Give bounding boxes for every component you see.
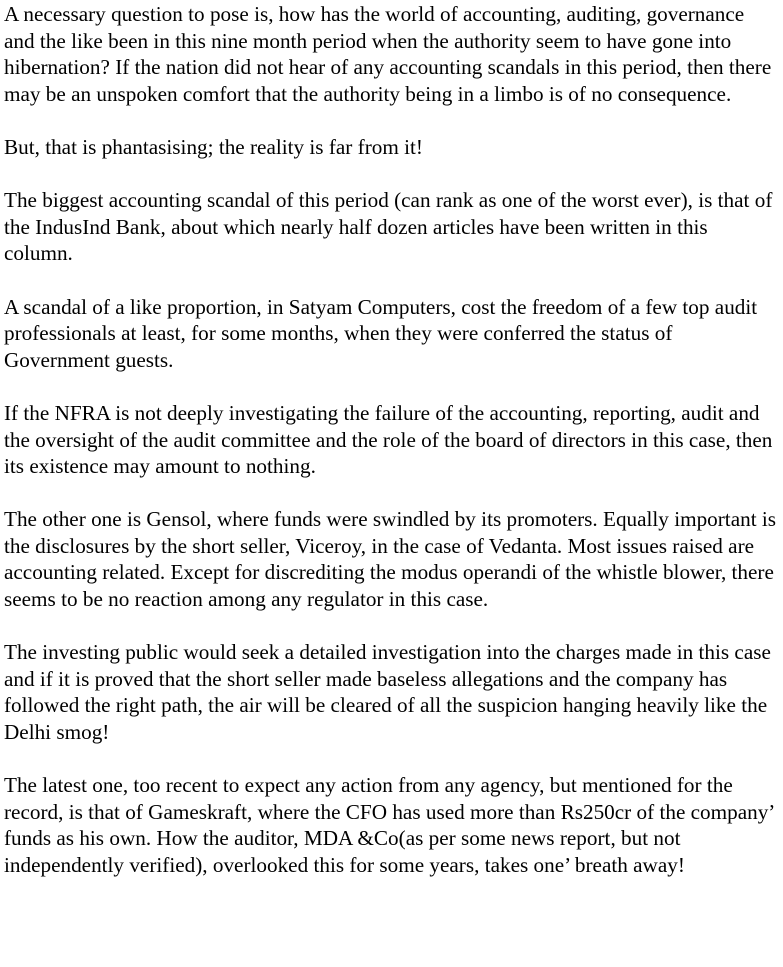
paragraph-nfra: If the NFRA is not deeply investigating the failure of the accounting, reporting, audit and the oversight of the audit committee and the role of the board of directors in this case, then its existence may amount to nothing. <box>4 400 773 479</box>
paragraph-reality: But, that is phantasising; the reality is far from it! <box>4 134 423 159</box>
paragraph-indusind: The biggest accounting scandal of this period (can rank as one of the worst ever), is that of the IndusInd Bank, about which nearly half dozen articles have been written in this column. <box>4 188 773 266</box>
paragraph-intro-question: A necessary question to pose is, how has the world of accounting, auditing, governance and the like been in this nine month period when the authority seem to have gone into hibernation? If the nation did not hear of any accounting scandals in this period, then there may be an unspoken comfort that the authority being in a limbo is of no consequence. <box>4 2 772 106</box>
paragraph-satyam: A scandal of a like proportion, in Satyam Computers, cost the freedom of a few top audit professionals at least, for some months, when they were conferred the status of Government guests. <box>4 294 758 372</box>
paragraph-gensol-vedanta: The other one is Gensol, where funds were swindled by its promoters. Equally important is the disclosures by the short seller, Viceroy, in the case of Vedanta. Most issues raised are accounting related. Except for discrediting the modus operandi of the whistle blower, there seems to be no reaction among any regulator in this case. <box>4 507 777 612</box>
paragraph-gameskraft: The latest one, too recent to expect any action from any agency, but mentioned for the record, is that of Gameskraft, where the CFO has used more than Rs250cr of the company’ funds as his own. How the auditor, MDA &Co(as per some news report, but not independently verified), overlooked this for some years, takes one’ breath away! <box>4 773 774 877</box>
paragraph-investing-public: The investing public would seek a detailed investigation into the charges made in this case and if it is proved that the short seller made baseless allegations and the company has followed the right path, the air will be cleared of all the suspicion hanging heavily like the Delhi smog! <box>4 640 771 745</box>
